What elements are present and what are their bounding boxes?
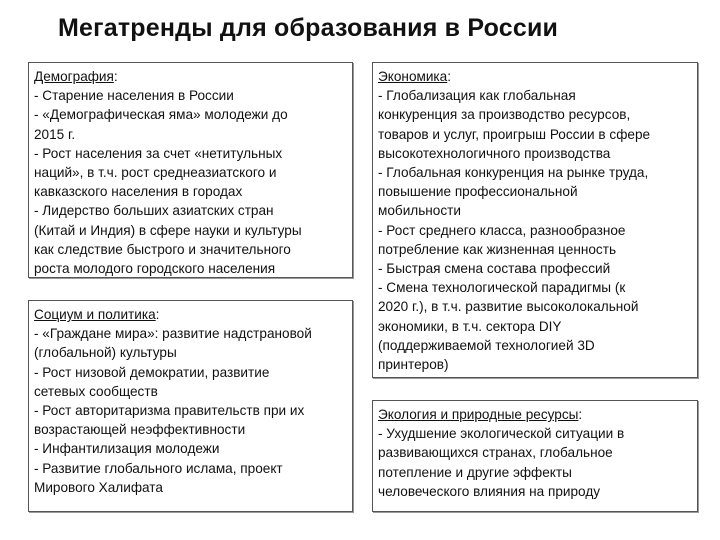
box-line: развивающихся странах, глобальное [378,445,613,461]
box-heading: Экономика: [378,69,452,84]
box-line: - Ухудшение экологической ситуации в [378,426,625,442]
box-line: принтеров) [378,357,449,373]
box-line: 2015 г. [34,126,76,142]
box-line: как следствие быстрого и значительного [34,241,291,257]
ecology-box [372,400,698,512]
box-line: потребление как жизненная ценность [378,241,617,257]
demography-box [28,62,353,278]
box-line: потепление и другие эффекты [378,464,572,480]
box-line: наций», в т.ч. рост среднеазиатского и [34,165,277,181]
box-line: роста молодого городского населения [34,261,276,277]
box-line: (поддерживаемой технологией 3D [378,337,595,353]
heading-text: Социум и политика [34,307,156,322]
box-heading: Демография: [34,69,118,84]
box-line: - Смена технологической парадигмы (к [378,280,626,296]
box-line: - Старение населения в России [34,88,234,104]
box-line: человеческого влияния на природу [378,483,601,499]
box-line: - Рост населения за счет «нетитульных [34,145,283,161]
box-line: товаров и услуг, проигрыш России в сфере [378,126,651,142]
box-line: экономики, в т.ч. сектора DIY [378,318,562,334]
box-line: конкуренция за производство ресурсов, [378,107,631,123]
society-politics-box [28,300,353,512]
box-line: повышение профессиональной [378,184,578,200]
page-title: Мегатренды для образования в России [58,14,559,42]
box-line: сетевых сообществ [34,383,158,399]
heading-text: Экономика [378,69,448,84]
box-line: (глобальной) культуры [34,345,177,361]
box-line: (Китай и Индия) в сфере науки и культуры [34,222,302,238]
box-line: возрастающей неэффективности [34,422,246,438]
box-line: - «Демографическая яма» молодежи до [34,107,288,123]
box-line: - Развитие глобального ислама, проект [34,460,283,476]
box-line: - «Граждане мира»: развитие надстрановой [34,326,312,342]
box-line: - Лидерство больших азиатских стран [34,203,274,219]
box-line: 2020 г.), в т.ч. развитие высоколокальной [378,299,639,315]
box-line: - Рост низовой демократии, развитие [34,364,270,380]
box-line: - Глобализация как глобальная [378,88,576,104]
box-line: - Рост авторитаризма правительств при их [34,403,305,419]
box-line: - Инфантилизация молодежи [34,441,220,457]
box-line: Мирового Халифата [34,479,163,495]
economy-box [372,62,698,378]
box-line: - Быстрая смена состава профессий [378,261,611,277]
heading-text: Демография [34,69,114,84]
box-line: кавказского населения в городах [34,184,243,200]
box-line: высокотехнологичного производства [378,145,611,161]
box-line: мобильности [378,203,461,219]
box-heading: Социум и политика: [34,307,160,322]
heading-text: Экология и природные ресурсы [378,407,579,422]
box-line: - Рост среднего класса, разнообразное [378,222,626,238]
box-line: - Глобальная конкуренция на рынке труда, [378,165,649,181]
box-heading: Экология и природные ресурсы: [378,407,583,422]
